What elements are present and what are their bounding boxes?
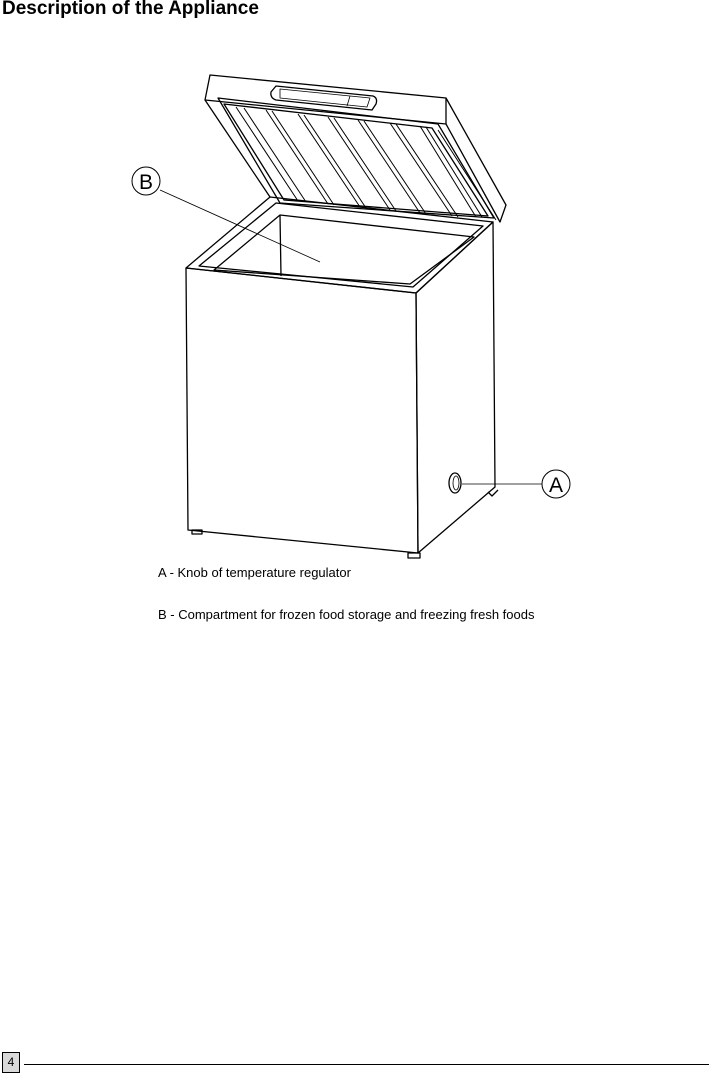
callout-a: [462, 470, 570, 498]
temperature-knob-icon: [449, 473, 461, 493]
callout-a-label: A: [548, 474, 564, 497]
legend-item-b: B - Compartment for frozen food storage and freezing fresh foods: [158, 607, 535, 622]
freezer-lid: [205, 75, 506, 222]
page-title: Description of the Appliance: [2, 0, 259, 19]
legend-item-a: A - Knob of temperature regulator: [158, 565, 351, 580]
footer-rule: [24, 1064, 709, 1065]
freezer-cabinet: [186, 197, 498, 558]
callout-b-label: B: [138, 171, 154, 194]
page-number: 4: [2, 1052, 20, 1073]
